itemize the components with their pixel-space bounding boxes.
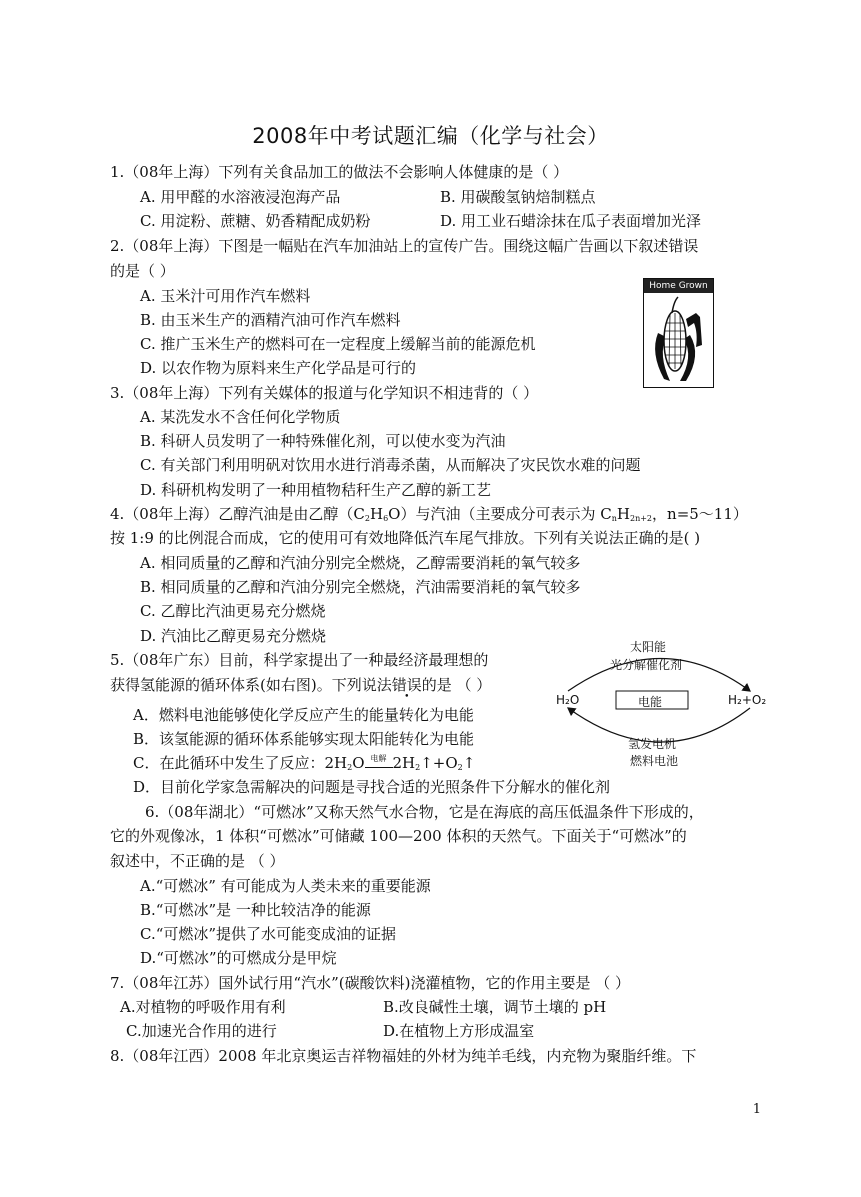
q6-option-c: C.“可燃冰”提供了水可能变成油的证据 bbox=[140, 925, 397, 943]
q5-stem-part1: 获得氢能源的循环体系(如右图)。下列说法 bbox=[110, 676, 392, 694]
q5-option-d: D．目前化学家急需解决的问题是寻找合适的光照条件下分解水的催化剂 bbox=[133, 778, 611, 796]
q4-stem-line2: 按 1:9 的比例混合而成，它的使用可有效地降低汽车尾气排放。下列有关说法正确的是( ) bbox=[110, 529, 701, 547]
q3-option-d: D. 科研机构发明了一种用植物秸秆生产乙醇的新工艺 bbox=[140, 481, 492, 499]
q2-option-d: D. 以农作物为原料来生产化学品是可行的 bbox=[140, 359, 417, 377]
q3-option-b: B. 科研人员发明了一种特殊催化剂，可以使水变为汽油 bbox=[140, 432, 506, 450]
q6-stem-line1: 6.（08年湖北）“可燃冰”又称天然气水合物，它是在海底的高压低温条件下形成的， bbox=[145, 803, 704, 821]
q5-option-c: C．在此循环中发生了反应：$2H_2O$ 电解 $2H_2↑+O_2↑$ bbox=[133, 753, 475, 778]
corn-pump-icon bbox=[644, 293, 713, 387]
q2-option-b: B. 由玉米生产的酒精汽油可作汽车燃料 bbox=[140, 311, 401, 329]
q7-option-c: C.加速光合作用的进行 bbox=[126, 1022, 277, 1040]
reaction-arrow bbox=[365, 754, 393, 768]
q4-stem-part2: ）与汽油（主要成分可表示为 C bbox=[400, 505, 612, 523]
diagram-label-electric: 电能 bbox=[638, 695, 663, 709]
q1-option-d: D. 用工业石蜡涂抹在瓜子表面增加光泽 bbox=[440, 212, 702, 230]
q6-option-b: B.“可燃冰”是 一种比较洁净的能源 bbox=[140, 901, 371, 919]
q1-option-a: A. 用甲醛的水溶液浸泡海产品 bbox=[140, 188, 341, 206]
q5-option-b: B．该氢能源的循环体系能够实现太阳能转化为电能 bbox=[133, 730, 475, 748]
q4-option-d: D. 汽油比乙醇更易充分燃烧 bbox=[140, 627, 327, 645]
q6-option-a: A.“可燃冰” 有可能成为人类未来的重要能源 bbox=[140, 877, 431, 895]
q4-option-c: C. 乙醇比汽油更易充分燃烧 bbox=[140, 602, 326, 620]
q5-option-c-part2: 2H bbox=[392, 754, 416, 772]
q4-stem-line1: 4.（08年上海）乙醇汽油是由乙醇$(C_2H_6O)$与汽油（主要成分可表示为 $C_nH_{2n+2}$，n=5～11） bbox=[110, 505, 748, 523]
q3-stem: 3.（08年上海）下列有关媒体的报道与化学知识不相违背的（ ） bbox=[110, 384, 539, 402]
q5-stem-part3: 的是 （ ） bbox=[421, 676, 492, 694]
q2-stem-line2: 的是（ ） bbox=[110, 262, 175, 280]
poster-label: Home Grown bbox=[644, 279, 713, 293]
q2-option-a: A. 玉米汁可用作汽车燃料 bbox=[140, 287, 311, 305]
corn-fuel-poster-image bbox=[643, 278, 714, 388]
q5-option-a: A．燃料电池能够使化学反应产生的能量转化为电能 bbox=[133, 706, 474, 724]
q1-option-b: B. 用碳酸氢钠焙制糕点 bbox=[440, 188, 596, 206]
diagram-label-products: H₂+O₂ bbox=[728, 693, 767, 707]
q2-stem-line1: 2.（08年上海）下图是一幅贴在汽车加油站上的宣传广告。围绕这幅广告画以下叙述错误 bbox=[110, 237, 699, 255]
q5-option-c-part3: ↑+O bbox=[420, 754, 458, 772]
q4-stem-part3: ，n=5～11） bbox=[652, 505, 748, 523]
q6-option-d: D.“可燃冰”的可燃成分是甲烷 bbox=[140, 949, 337, 967]
diagram-label-solar: 太阳能 bbox=[630, 640, 667, 654]
hydrogen-cycle-diagram bbox=[550, 636, 775, 771]
q3-option-a: A. 某洗发水不含任何化学物质 bbox=[140, 408, 341, 426]
q5-emphasis-wrong: 错误 bbox=[391, 676, 422, 694]
q4-option-b: B. 相同质量的乙醇和汽油分别完全燃烧，汽油需要消耗的氧气较多 bbox=[140, 578, 581, 596]
q7-stem: 7.（08年江苏）国外试行用“汽水”(碳酸饮料)浇灌植物，它的作用主要是 （ ） bbox=[110, 974, 630, 992]
q1-stem: 1.（08年上海）下列有关食品加工的做法不会影响人体健康的是（ ） bbox=[110, 163, 569, 181]
diagram-label-fuel-cell: 燃料电池 bbox=[630, 754, 679, 768]
diagram-label-generator: 氢发电机 bbox=[628, 737, 677, 751]
diagram-label-catalyst: 光分解催化剂 bbox=[610, 658, 683, 672]
q5-option-c-part1: C．在此循环中发生了反应：2H bbox=[133, 754, 348, 772]
page-title: 2008年中考试题汇编（化学与社会） bbox=[252, 124, 609, 148]
q3-option-c: C. 有关部门利用明矾对饮用水进行消毒杀菌，从而解决了灾民饮水难的问题 bbox=[140, 456, 641, 474]
diagram-label-water: H₂O bbox=[556, 693, 580, 707]
q7-option-a: A.对植物的呼吸作用有利 bbox=[120, 998, 286, 1016]
q7-option-b: B.改良碱性土壤，调节土壤的 pH bbox=[383, 998, 607, 1016]
reaction-condition: 电解 bbox=[370, 754, 387, 763]
q5-option-c-part4: ↑ bbox=[462, 754, 476, 772]
q4-option-a: A. 相同质量的乙醇和汽油分别完全燃烧，乙醇需要消耗的氧气较多 bbox=[140, 554, 581, 572]
q2-option-c: C. 推广玉米生产的燃料可在一定程度上缓解当前的能源危机 bbox=[140, 335, 536, 353]
q8-stem: 8.（08年江西）2008 年北京奥运吉祥物福娃的外材为纯羊毛线，内充物为聚脂纤维。下 bbox=[110, 1047, 697, 1065]
q5-stem-line1: 5.（08年广东）目前，科学家提出了一种最经济最理想的 bbox=[110, 651, 489, 669]
q4-stem-part1: 4.（08年上海）乙醇汽油是由乙醇（C bbox=[110, 505, 365, 523]
q1-option-c: C. 用淀粉、蔗糖、奶香精配成奶粉 bbox=[140, 212, 371, 230]
q6-stem-line2: 它的外观像冰，1 体积“可燃冰”可储藏 100—200 体积的天然气。下面关于“可燃冰”的 bbox=[110, 827, 687, 845]
page-number: 1 bbox=[752, 1102, 761, 1117]
q5-stem-line2 bbox=[110, 675, 491, 695]
q7-option-d: D.在植物上方形成温室 bbox=[383, 1022, 535, 1040]
q6-stem-line3: 叙述中，不正确的是 （ ） bbox=[110, 852, 285, 870]
